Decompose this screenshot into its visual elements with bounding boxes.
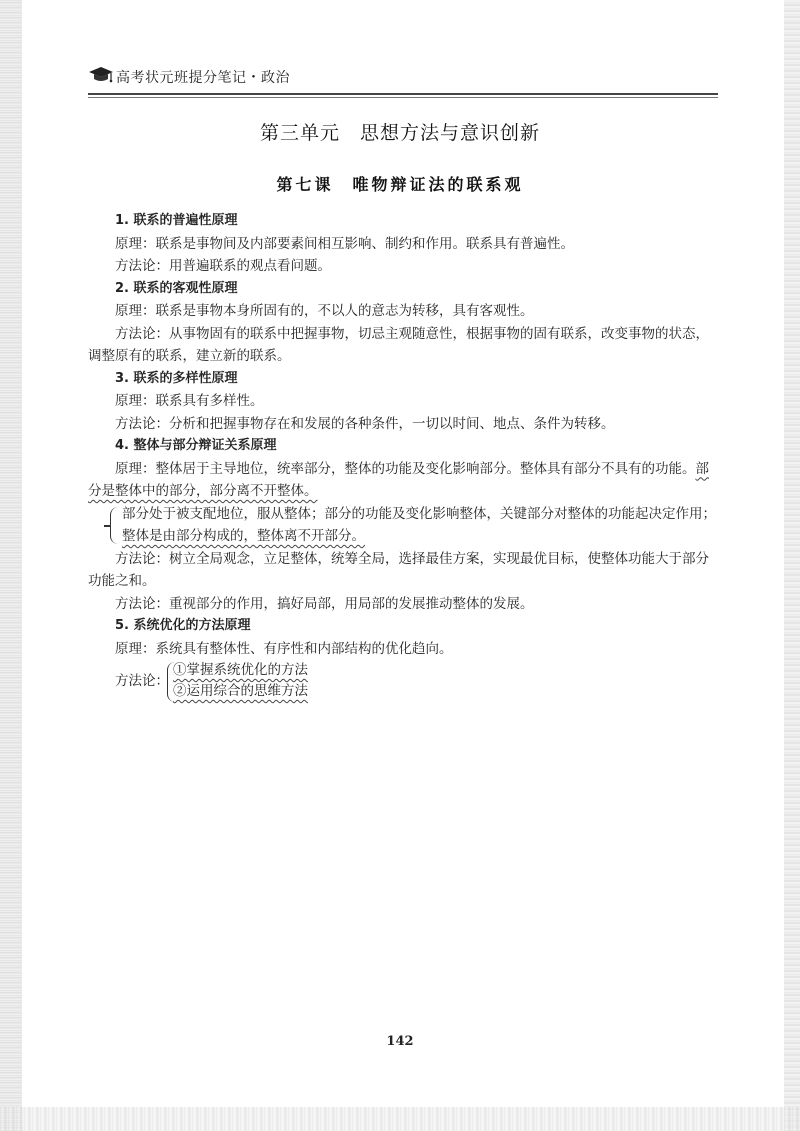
- header-rule: [88, 93, 718, 95]
- method-text: 方法论：重视部分的作用，搞好局部，用局部的发展推动整体的发展。: [115, 595, 534, 612]
- header-rule-thin: [88, 97, 718, 98]
- unit-title: 第三单元 思想方法与意识创新: [259, 122, 540, 144]
- brace-line-emphasis: 整体是由部分构成的，整体离不开部分。: [122, 528, 365, 544]
- graduation-cap-icon: [88, 66, 114, 84]
- brace-line: [122, 525, 720, 548]
- scan-edge-left: [0, 0, 22, 1131]
- principle-text: 原理：联系具有多样性。: [115, 393, 264, 409]
- notes-content: [88, 210, 720, 706]
- principle-text-a: 原理：整体居于主导地位，统率部分，整体的功能及变化影响部分。整体具有部分不具有的功能。: [115, 460, 696, 477]
- running-header: [88, 64, 728, 90]
- principle-text-b: 部分是整体中的部分，部分离不开整体。: [88, 460, 709, 499]
- brace-line: 部分处于被支配地位，服从整体；部分的功能及变化影响整体，关键部分对整体的功能起决定作用；: [122, 505, 716, 522]
- principle-text: 原理：联系是事物本身所固有的，不以人的意志为转移，具有客观性。: [115, 303, 534, 319]
- section-heading: 4. 整体与部分辩证关系原理: [115, 438, 277, 453]
- lesson-title: 第七课 唯物辩证法的联系观: [276, 175, 524, 194]
- method-text: 方法论：树立全局观念，立足整体，统筹全局，选择最佳方案，实现最优目标，使整体功能大于部分功能之和。: [88, 550, 709, 589]
- method-item: ②运用综合的思维方法: [173, 683, 308, 699]
- section-heading: 2. 联系的客观性原理: [115, 280, 238, 296]
- method-text: 方法论：用普遍联系的观点看问题。: [115, 258, 331, 274]
- page-number: 142: [386, 1034, 414, 1049]
- method-items: [173, 660, 308, 702]
- principle-text: 原理：系统具有整体性、有序性和内部结构的优化趋向。: [115, 640, 453, 657]
- method-list: [115, 660, 720, 706]
- principle-text: 原理：联系是事物间及内部要素间相互影响、制约和作用。联系具有普遍性。: [115, 235, 574, 252]
- principle-text: [88, 458, 720, 503]
- method-text: 方法论：分析和把握事物存在和发展的各种条件，一切以时间、地点、条件为转移。: [115, 415, 615, 432]
- header-title: 高考状元班提分笔记・政治: [116, 70, 290, 86]
- scan-edge-right: [784, 0, 800, 1131]
- method-item: ①掌握系统优化的方法: [173, 662, 308, 678]
- method-text: 方法论：从事物固有的联系中把握事物，切忌主观随意性，根据事物的固有联系，改变事物的状态，调整原有的联系，建立新的联系。: [88, 325, 709, 364]
- section-heading: 3. 联系的多样性原理: [115, 370, 238, 386]
- method-label: 方法论：: [115, 673, 169, 689]
- scan-edge-bottom: [0, 1107, 800, 1131]
- section-heading: 1. 联系的普遍性原理: [115, 213, 238, 228]
- section-heading: 5. 系统优化的方法原理: [115, 618, 251, 633]
- brace-block: [110, 503, 720, 548]
